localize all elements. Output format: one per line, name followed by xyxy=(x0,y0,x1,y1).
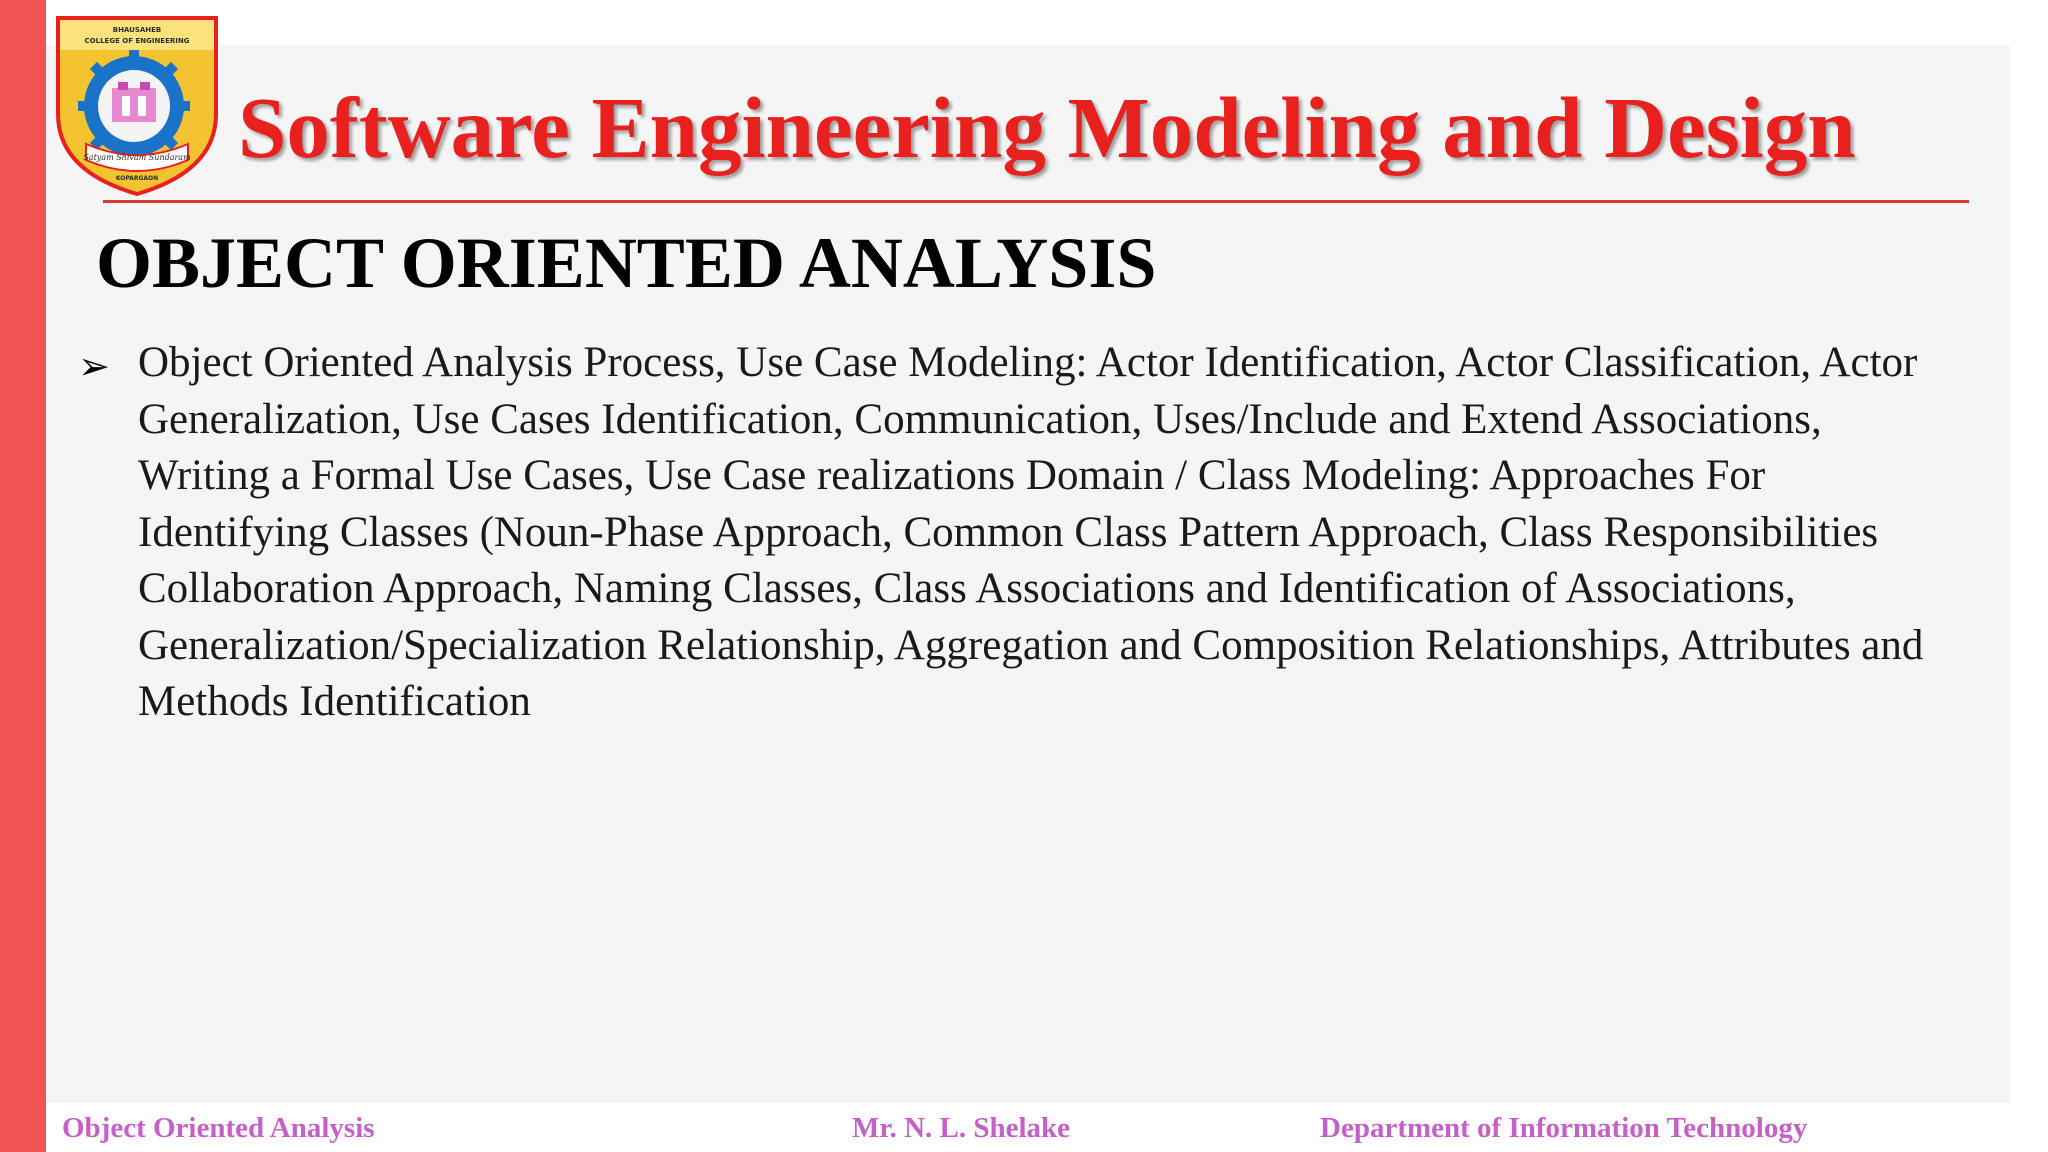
left-accent-bar xyxy=(0,0,46,1152)
svg-text:BHAUSAHEB: BHAUSAHEB xyxy=(112,26,162,34)
college-crest-logo-icon xyxy=(52,16,222,196)
header-divider xyxy=(103,200,1969,203)
svg-text:COLLEGE OF ENGINEERING: COLLEGE OF ENGINEERING xyxy=(84,37,190,45)
arrow-bullet-icon: ➢ xyxy=(78,344,110,388)
svg-text:Satyam Shivam Sundaram: Satyam Shivam Sundaram xyxy=(83,153,191,162)
footer-topic: Object Oriented Analysis xyxy=(62,1112,375,1144)
college-logo xyxy=(52,16,222,196)
content-paragraph: Object Oriented Analysis Process, Use Case Modeling: Actor Identification, Actor Classification, Actor Generalization, Use Cases Identification, Communication, Uses/Include and Extend Associations, Writing a Formal Use Cases, Use Case realizations Domain / Class Modeling: Approaches For Identifying Classes (Noun-Phase Approach, Common Class Pattern Approach, Class Responsibilities Collaboration Approach, Naming Classes, Class Associations and Identification of Associations, Generalization/Specialization Relationship, Aggregation and Composition Relationships, Attributes and Methods Identification xyxy=(138,339,1924,725)
footer-department: Department of Information Technology xyxy=(1320,1112,1808,1144)
section-heading: OBJECT ORIENTED ANALYSIS xyxy=(96,223,1157,303)
footer-author: Mr. N. L. Shelake xyxy=(852,1112,1071,1144)
slide-header-title: Software Engineering Modeling and Design xyxy=(238,79,1856,176)
svg-text:KOPARGAON: KOPARGAON xyxy=(115,175,159,182)
